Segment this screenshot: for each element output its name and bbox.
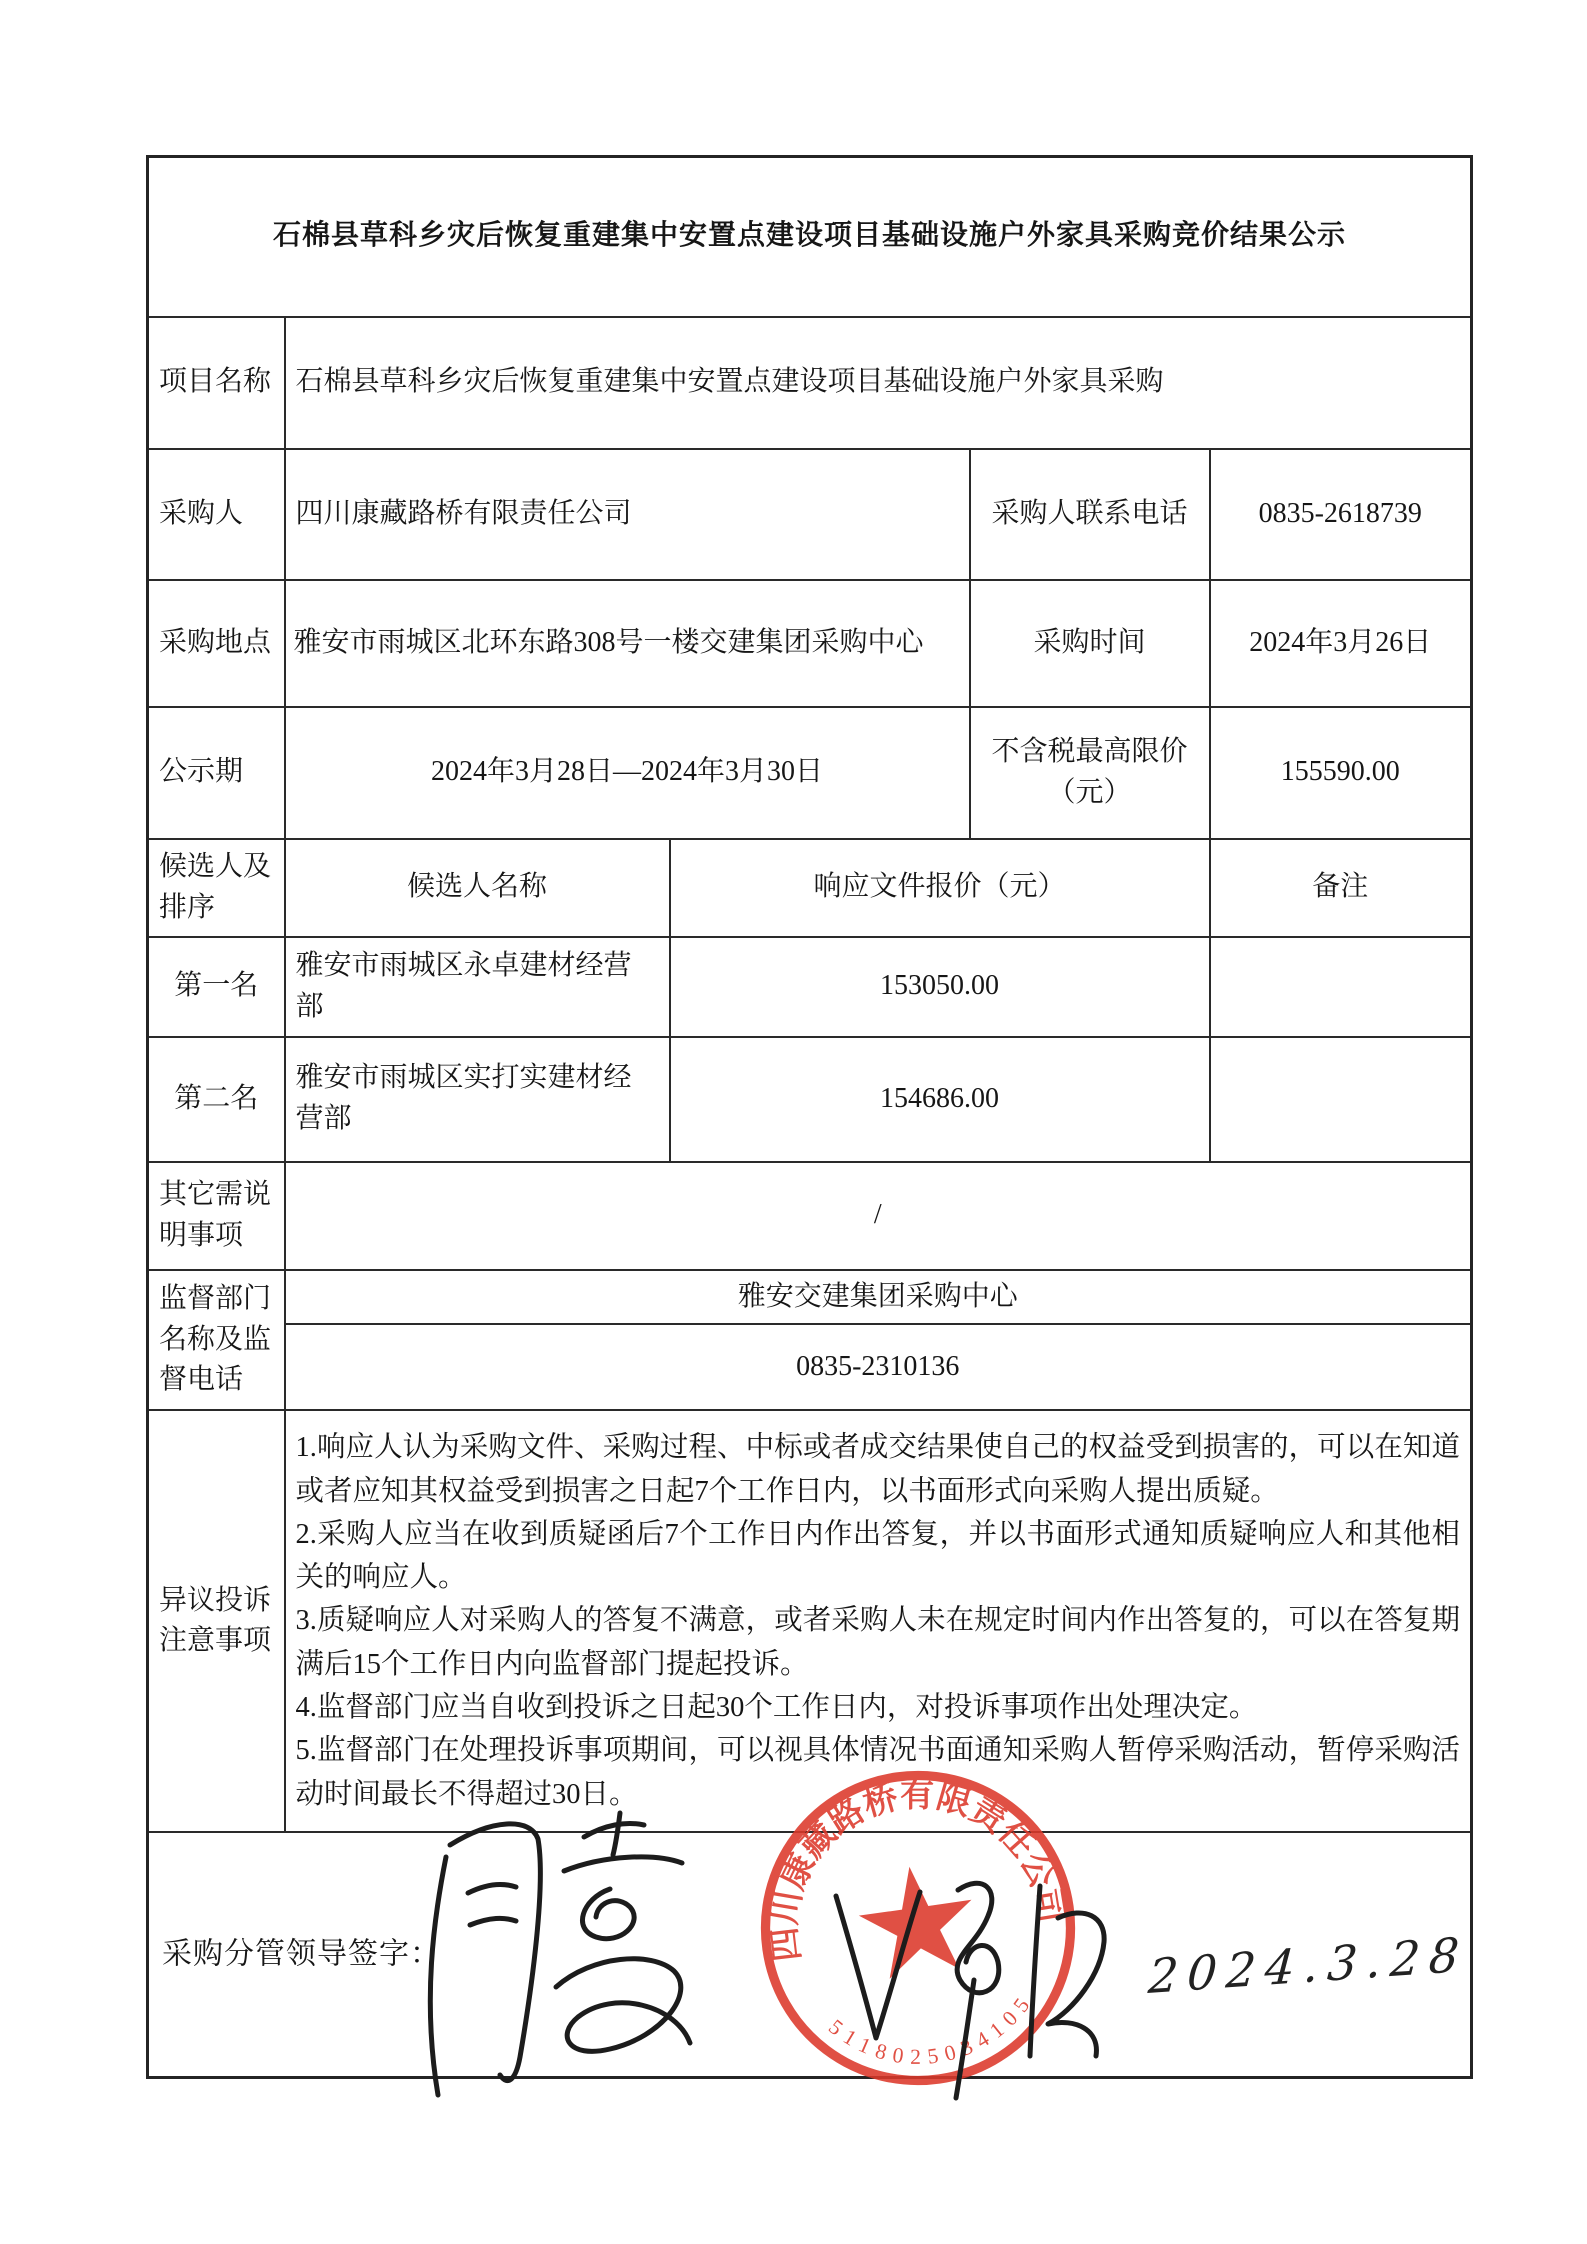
- supervision-row-2: [148, 1324, 1472, 1410]
- candidate-row-1: [148, 937, 1472, 1037]
- objection-item: 2.采购人应当在收到质疑函后7个工作日内作出答复，并以书面形式通知质疑响应人和其他相关的响应人。: [295, 1518, 1460, 1594]
- location-row: [148, 580, 1472, 707]
- handwritten-date: 2024.3.28: [1146, 1927, 1470, 2006]
- supervision-department: 雅安交建集团采购中心: [285, 1270, 1472, 1325]
- project-name-row: [148, 317, 1472, 449]
- signoff-cell: [148, 1832, 1472, 2077]
- publicity-period-value: 2024年3月28日—2024年3月30日: [285, 707, 970, 839]
- location-label: 采购地点: [148, 580, 285, 707]
- title-row: [148, 157, 1472, 317]
- supervision-row-1: [148, 1270, 1472, 1325]
- objection-item: 1.响应人认为采购文件、采购过程、中标或者成交结果使自己的权益受到损害的，可以在知道或者应知其权益受到损害之日起7个工作日内，以书面形式向采购人提出质疑。: [295, 1432, 1460, 1507]
- procurement-result-table: [146, 155, 1473, 2079]
- candidate-quote: 153050.00: [670, 937, 1210, 1037]
- signoff-label: 采购分管领导签字：: [162, 1937, 441, 1971]
- candidate-remark-header: 备注: [1210, 839, 1472, 937]
- objection-item: 4.监督部门应当自收到投诉之日起30个工作日内，对投诉事项作出处理决定。: [295, 1692, 1258, 1724]
- other-notes-value: /: [285, 1162, 1472, 1270]
- max-price-value: 155590.00: [1210, 707, 1472, 839]
- objection-item: 5.监督部门在处理投诉事项期间，可以视具体情况书面通知采购人暂停采购活动，暂停采购活动时间最长不得超过30日。: [295, 1735, 1460, 1810]
- candidate-row-2: [148, 1037, 1472, 1162]
- candidate-rank: 第二名: [148, 1037, 285, 1162]
- objection-label: 异议投诉注意事项: [148, 1410, 285, 1832]
- candidate-quote: 154686.00: [670, 1037, 1210, 1162]
- other-notes-row: [148, 1162, 1472, 1270]
- publicity-period-label: 公示期: [148, 707, 285, 839]
- candidates-header-row: [148, 839, 1472, 937]
- candidate-name: 雅安市雨城区永卓建材经营部: [285, 937, 670, 1037]
- project-name-label: 项目名称: [148, 317, 285, 449]
- purchaser-label: 采购人: [148, 449, 285, 580]
- candidate-rank: 第一名: [148, 937, 285, 1037]
- location-value: 雅安市雨城区北环东路308号一楼交建集团采购中心: [285, 580, 970, 707]
- objection-text: [285, 1410, 1472, 1832]
- purchaser-value: 四川康藏路桥有限责任公司: [285, 449, 970, 580]
- stamp-serial-text: 5118025034105: [824, 1990, 1037, 2069]
- purchase-time-value: 2024年3月26日: [1210, 580, 1472, 707]
- candidate-quote-header: 响应文件报价（元）: [670, 839, 1210, 937]
- candidate-remark: [1210, 937, 1472, 1037]
- other-notes-label: 其它需说明事项: [148, 1162, 285, 1270]
- candidate-remark: [1210, 1037, 1472, 1162]
- supervision-phone: 0835-2310136: [285, 1324, 1472, 1410]
- project-name-value: 石棉县草科乡灾后恢复重建集中安置点建设项目基础设施户外家具采购: [285, 317, 1472, 449]
- stamp-company-text: 四川康藏路桥有限责任公司: [766, 1777, 1070, 1964]
- publicity-period-row: [148, 707, 1472, 839]
- purchase-time-label: 采购时间: [970, 580, 1210, 707]
- max-price-label: 不含税最高限价（元）: [970, 707, 1210, 839]
- objection-item: 3.质疑响应人对采购人的答复不满意，或者采购人未在规定时间内作出答复的，可以在答复期满后15个工作日内向监督部门提起投诉。: [295, 1605, 1460, 1680]
- candidates-rank-label: 候选人及排序: [148, 839, 285, 937]
- objection-row: [148, 1410, 1472, 1832]
- purchaser-row: [148, 449, 1472, 580]
- purchaser-phone-label: 采购人联系电话: [970, 449, 1210, 580]
- candidate-name-header: 候选人名称: [285, 839, 670, 937]
- supervision-label: 监督部门名称及监督电话: [148, 1270, 285, 1411]
- signoff-row: [148, 1832, 1472, 2077]
- candidate-name: 雅安市雨城区实打实建材经营部: [285, 1037, 670, 1162]
- document-title: 石棉县草科乡灾后恢复重建集中安置点建设项目基础设施户外家具采购竞价结果公示: [148, 157, 1472, 317]
- purchaser-phone-value: 0835-2618739: [1210, 449, 1472, 580]
